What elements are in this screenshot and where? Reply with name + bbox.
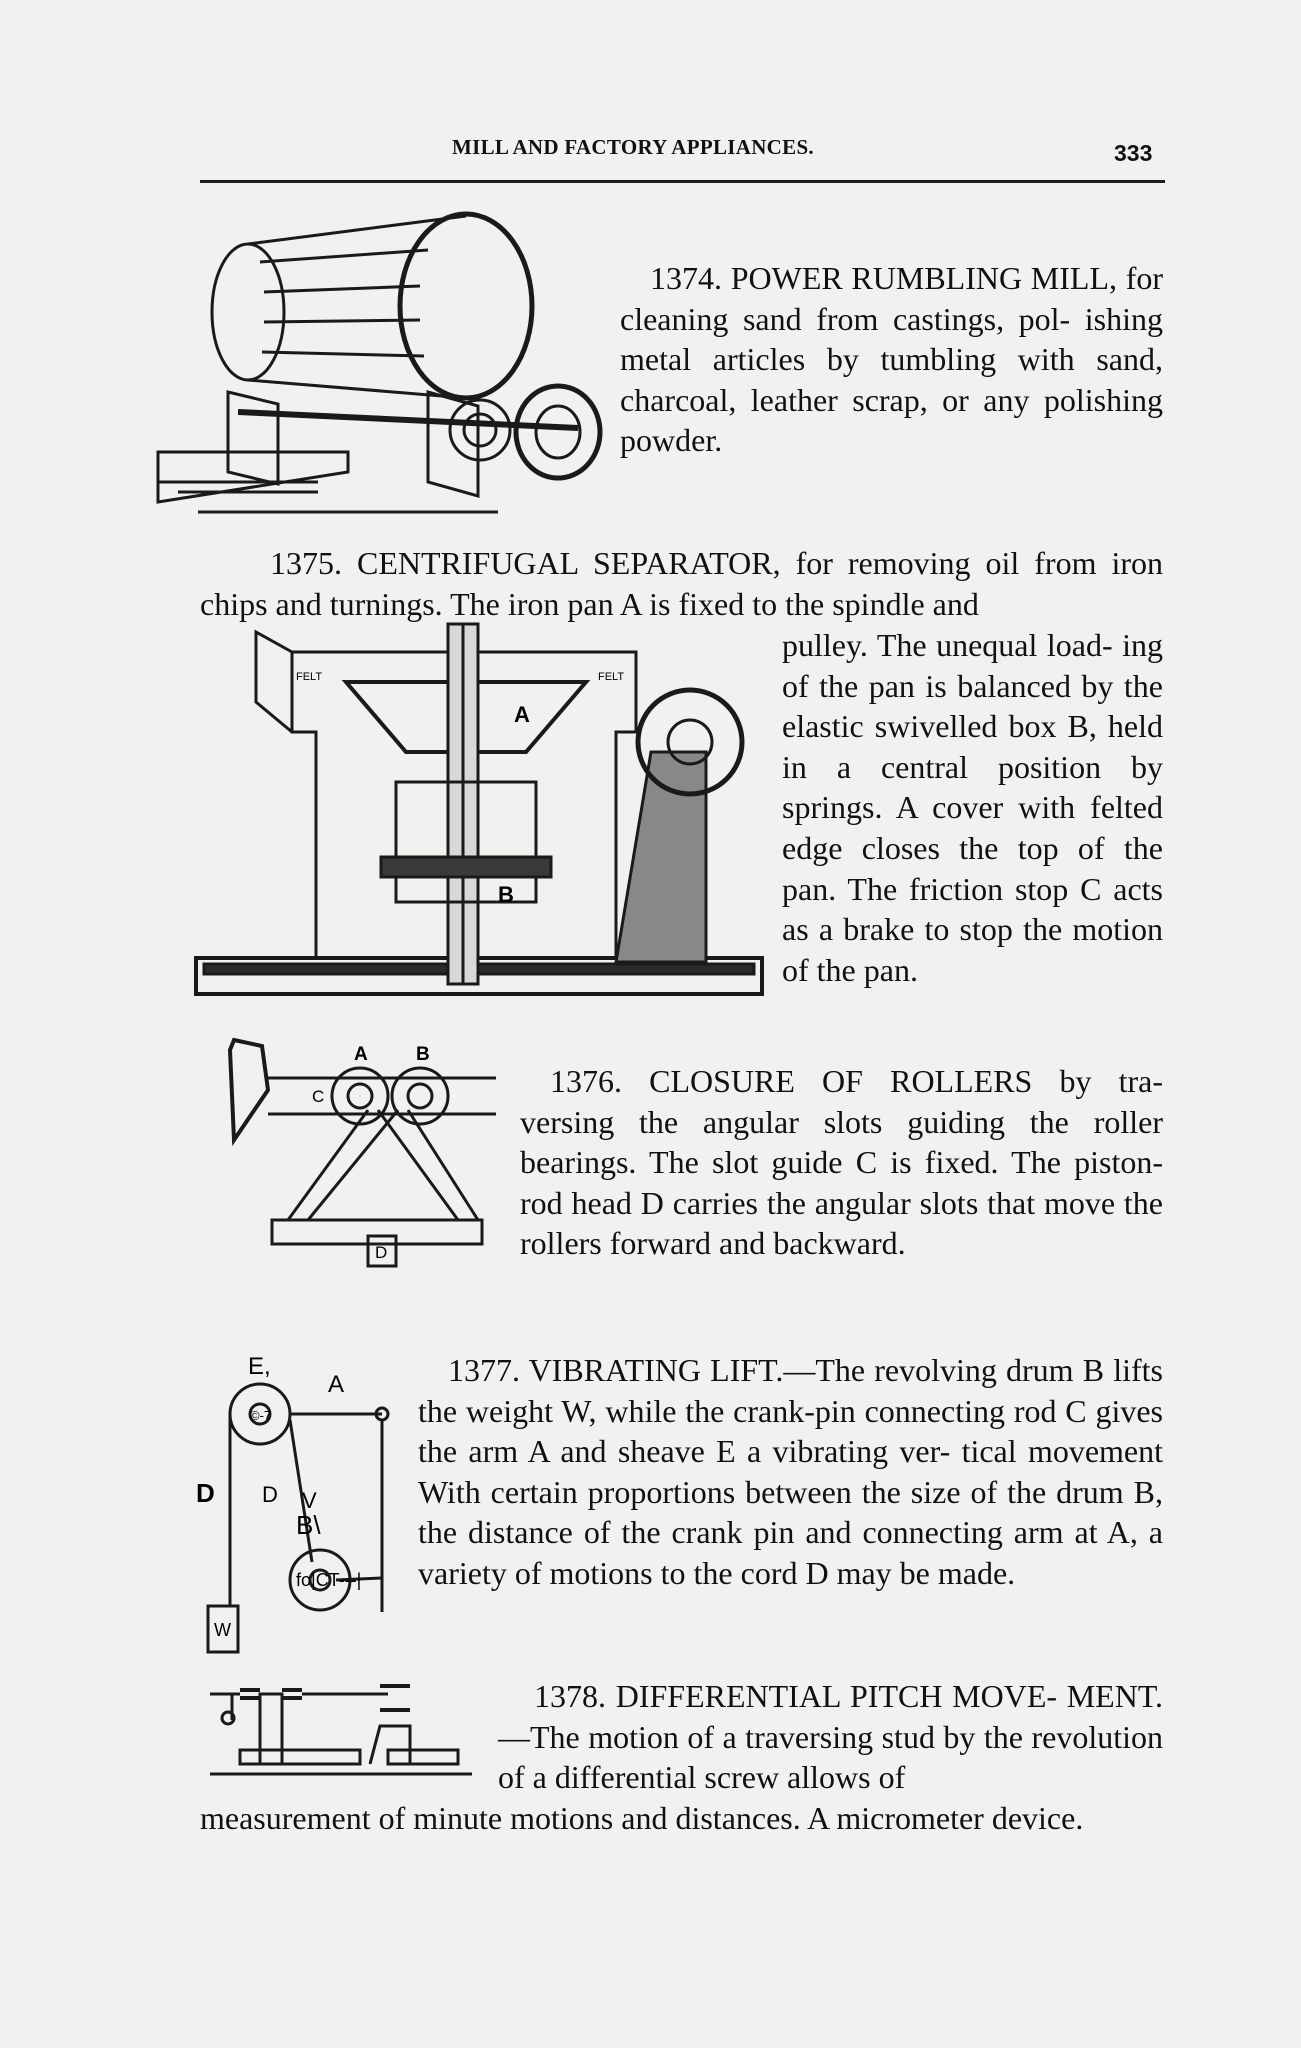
label-c: C xyxy=(312,1087,325,1106)
entry-1378: 1378. DIFFERENTIAL PITCH MOVE- MENT.—The motion of a traversing stud by the revolution of a differential screw allows of xyxy=(498,1678,1164,1796)
vibrating-lift-figure xyxy=(196,1352,406,1662)
entry-1376: 1376. CLOSURE OF ROLLERS by tra- versing the angular slots guiding the roller bearings. The slot guide C is fixed. The piston-rod head D carries the angular slots that move the rollers forward and backward. xyxy=(520,1063,1164,1262)
differential-pitch-figure xyxy=(210,1680,475,1780)
entry-1374: 1374. POWER RUMBLING MILL, for cleaning sand from castings, pol- ishing metal articles by tumbling with sand, charcoal, leather scrap, or any polishing powder. xyxy=(620,260,1164,459)
label-b: B xyxy=(416,1044,430,1065)
label-d: D xyxy=(262,1482,278,1507)
label-d-left: D xyxy=(196,1478,215,1508)
rumbling-mill-figure xyxy=(198,222,608,512)
running-header: MILL AND FACTORY APPLIANCES. xyxy=(452,135,814,159)
label-b: B\ xyxy=(296,1510,321,1540)
felt-label-right: FELT xyxy=(598,671,625,683)
label-d: D xyxy=(375,1243,388,1262)
rollers-figure xyxy=(228,1040,500,1270)
crank-label: fo|CT---| xyxy=(296,1570,362,1590)
label-a: A xyxy=(328,1371,345,1398)
header-rule xyxy=(200,180,1165,183)
entry-1375-body: pulley. The unequal load- ing of the pan is balanced by the elastic swivelled box B, held in a central position by springs. A cover with felted edge closes the top of the pan. The friction stop C acts as a brake to stop the motion of the pan. xyxy=(782,627,1164,988)
page-number: 333 xyxy=(1114,140,1153,166)
label-w: W xyxy=(214,1620,231,1640)
felt-label-left: FELT xyxy=(296,671,323,683)
entry-1375-intro: 1375. CENTRIFUGAL SEPARATOR, for removing oil from iron chips and turnings. The iron pan A is fixed to the spindle and xyxy=(200,545,1163,622)
centrifugal-separator-figure xyxy=(196,622,764,998)
label-a: A xyxy=(354,1044,368,1065)
label-b: B xyxy=(498,882,514,907)
entry-1377: 1377. VIBRATING LIFT.—The revolving drum B lifts the weight W, while the crank-pin connecting rod C gives the arm A and sheave E a vibrating ver- tical movement With certain proportions between the size of the drum B, the distance of the crank pin and connecting arm at A, a variety of motions to the cord D may be made. xyxy=(418,1352,1164,1591)
label-e: E, xyxy=(248,1353,271,1380)
crank-mark: ©-7 xyxy=(250,1408,272,1423)
label-v: V xyxy=(302,1488,317,1513)
label-a: A xyxy=(514,702,530,727)
entry-1378-last-line: measurement of minute motions and distances. A micrometer device. xyxy=(200,1800,1084,1836)
